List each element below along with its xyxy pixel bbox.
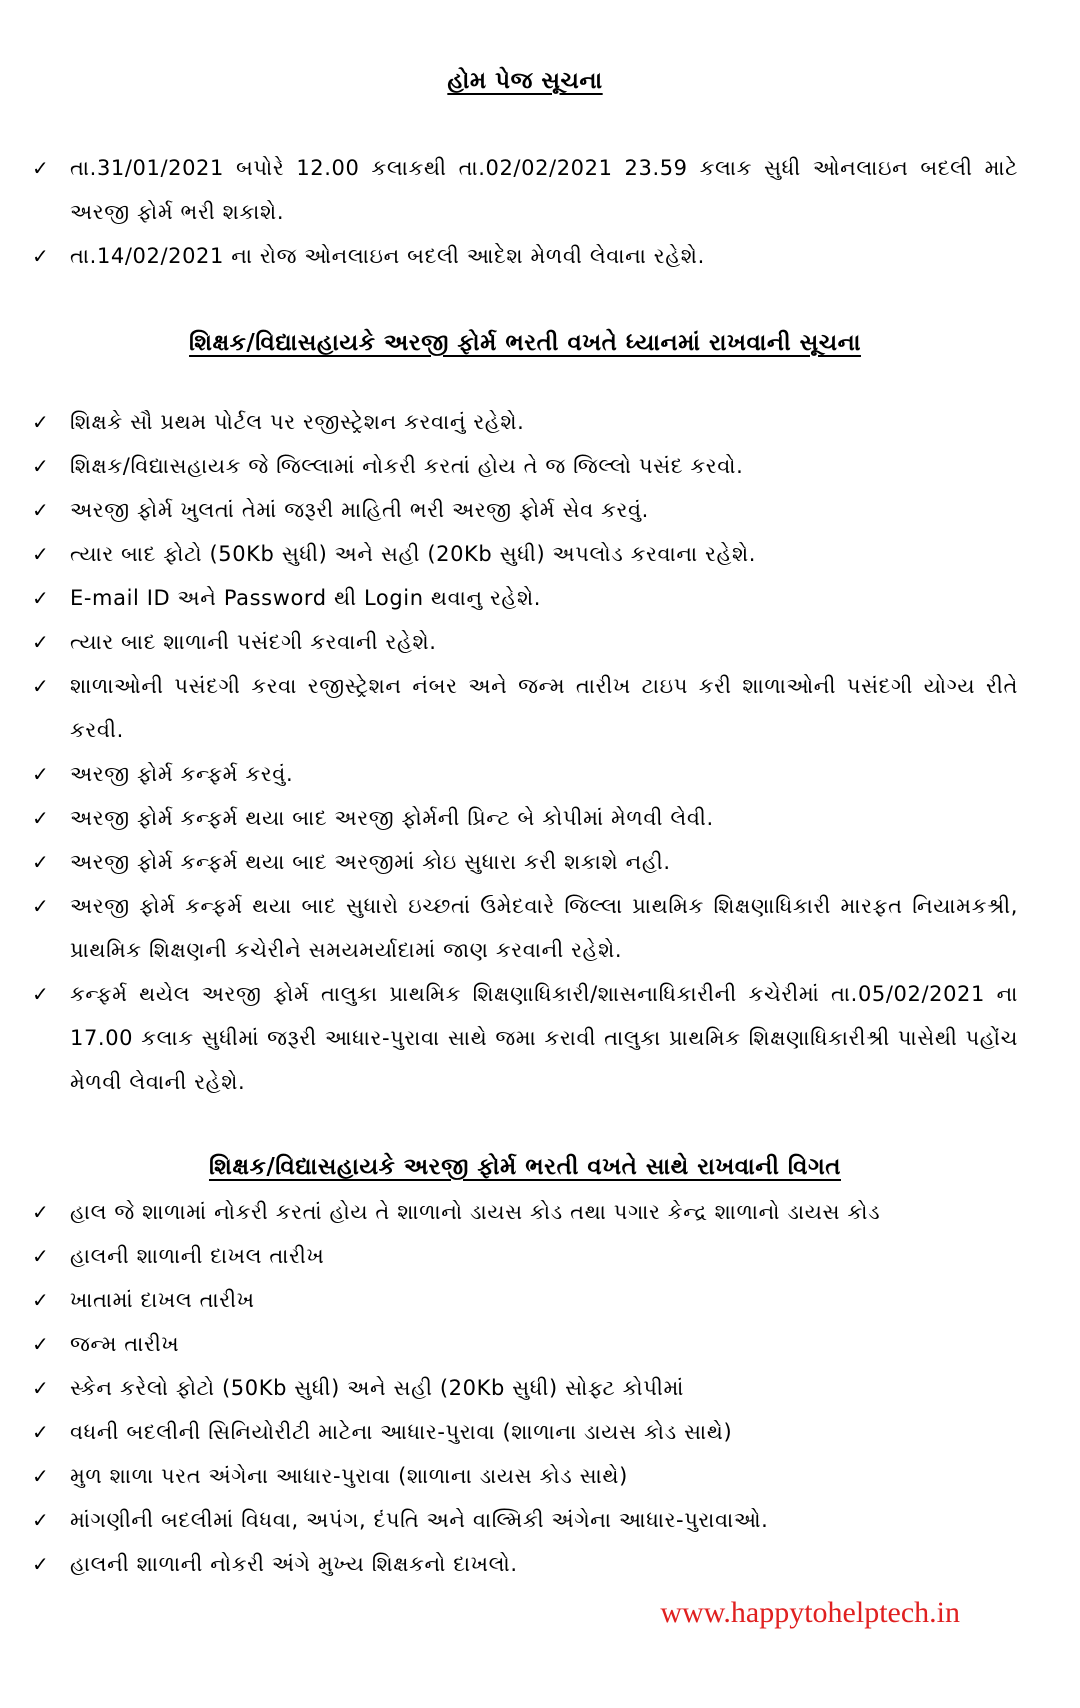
list-item <box>32 1190 1018 1234</box>
list-item <box>32 620 1018 664</box>
checkmark-icon: ✓ <box>32 1464 50 1488</box>
section-heading-documents-to-keep: શિક્ષક/વિદ્યાસહાયકે અરજી ફોર્મ ભરતી વખતે સાથે રાખવાની વિગત <box>208 1154 841 1180</box>
list-item <box>32 234 1018 278</box>
checkmark-icon: ✓ <box>32 156 50 180</box>
documents-to-keep-list <box>32 1190 1018 1586</box>
list-item <box>32 1278 1018 1322</box>
list-item-text: જન્મ તારીખ <box>70 1332 180 1356</box>
checkmark-icon: ✓ <box>32 982 50 1006</box>
list-item-text: અરજી ફોર્મ કન્ફર્મ કરવું. <box>70 762 294 786</box>
list-item-text: શિક્ષક/વિદ્યાસહાયક જે જિલ્લામાં નોકરી કરતાં હોય તે જ જિલ્લો પસંદ કરવો. <box>70 454 744 478</box>
list-item <box>32 532 1018 576</box>
list-item <box>32 444 1018 488</box>
section-heading-form-filling-instructions: શિક્ષક/વિદ્યાસહાયકે અરજી ફોર્મ ભરતી વખતે ધ્યાનમાં રાખવાની સૂચના <box>189 330 861 356</box>
list-item-text: અરજી ફોર્મ કન્ફર્મ થયા બાદ સુધારો ઇચ્છતાં ઉમેદવારે જિલ્લા પ્રાથમિક શિક્ષણાધિકારી મારફત નિયામકશ્રી, પ્રાથમિક શિક્ષણની કચેરીને સમયમર્યાદામાં જાણ કરવાની રહેશે. <box>70 894 1018 962</box>
list-item-text: કન્ફર્મ થયેલ અરજી ફોર્મ તાલુકા પ્રાથમિક શિક્ષણાધિકારી/શાસનાધિકારીની કચેરીમાં તા.05/02/2021 ના 17.00 કલાક સુધીમાં જરૂરી આધાર-પુરાવા સાથે જમા કરાવી તાલુકા પ્રાથમિક શિક્ષણાધિકારીશ્રી પાસેથી પહોંચ મેળવી લેવાની રહેશે. <box>70 982 1018 1094</box>
checkmark-icon: ✓ <box>32 454 50 478</box>
checkmark-icon: ✓ <box>32 1420 50 1444</box>
list-item <box>32 1542 1018 1586</box>
list-item <box>32 796 1018 840</box>
checkmark-icon: ✓ <box>32 542 50 566</box>
list-item-text: ખાતામાં દાખલ તારીખ <box>70 1288 255 1312</box>
checkmark-icon: ✓ <box>32 806 50 830</box>
checkmark-icon: ✓ <box>32 894 50 918</box>
checkmark-icon: ✓ <box>32 850 50 874</box>
list-item-text: સ્કેન કરેલો ફોટો (50Kb સુધી) અને સહી (20Kb સુધી) સોફ્ટ કોપીમાં <box>70 1376 685 1400</box>
home-page-notice-list <box>32 146 1018 278</box>
list-item <box>32 400 1018 444</box>
list-item-text: શાળાઓની પસંદગી કરવા રજીસ્ટ્રેશન નંબર અને જન્મ તારીખ ટાઇપ કરી શાળાઓની પસંદગી યોગ્ય રીતે કરવી. <box>70 674 1018 742</box>
list-item <box>32 576 1018 620</box>
website-url: www.happytohelptech.in <box>660 1596 960 1629</box>
list-item <box>32 752 1018 796</box>
form-filling-instructions-list <box>32 400 1018 1104</box>
list-item <box>32 1366 1018 1410</box>
checkmark-icon: ✓ <box>32 1508 50 1532</box>
checkmark-icon: ✓ <box>32 498 50 522</box>
list-item <box>32 1498 1018 1542</box>
list-item-text: અરજી ફોર્મ કન્ફર્મ થયા બાદ અરજીમાં કોઇ સુધારા કરી શકાશે નહી. <box>70 850 671 874</box>
checkmark-icon: ✓ <box>32 1552 50 1576</box>
checkmark-icon: ✓ <box>32 244 50 268</box>
checkmark-icon: ✓ <box>32 410 50 434</box>
checkmark-icon: ✓ <box>32 586 50 610</box>
list-item-text: માંગણીની બદલીમાં વિધવા, અપંગ, દંપતિ અને વાલ્મિકી અંગેના આધાર-પુરાવાઓ. <box>70 1508 769 1532</box>
list-item-text: હાલ જે શાળામાં નોકરી કરતાં હોય તે શાળાનો ડાયસ કોડ તથા પગાર કેન્દ્ર શાળાનો ડાયસ કોડ <box>70 1200 881 1224</box>
list-item <box>32 972 1018 1104</box>
list-item-text: હાલની શાળાની દાખલ તારીખ <box>70 1244 325 1268</box>
checkmark-icon: ✓ <box>32 1288 50 1312</box>
list-item <box>32 664 1018 752</box>
list-item <box>32 1234 1018 1278</box>
list-item <box>32 1454 1018 1498</box>
checkmark-icon: ✓ <box>32 1376 50 1400</box>
checkmark-icon: ✓ <box>32 674 50 698</box>
list-item-text: અરજી ફોર્મ કન્ફર્મ થયા બાદ અરજી ફોર્મની પ્રિન્ટ બે કોપીમાં મેળવી લેવી. <box>70 806 714 830</box>
checkmark-icon: ✓ <box>32 762 50 786</box>
section-heading-home-page-notice: હોમ પેજ સૂચના <box>447 68 603 94</box>
checkmark-icon: ✓ <box>32 1200 50 1224</box>
checkmark-icon: ✓ <box>32 1244 50 1268</box>
checkmark-icon: ✓ <box>32 1332 50 1356</box>
checkmark-icon: ✓ <box>32 630 50 654</box>
list-item <box>32 146 1018 234</box>
list-item-text: શિક્ષકે સૌ પ્રથમ પોર્ટલ પર રજીસ્ટ્રેશન કરવાનું રહેશે. <box>70 410 525 434</box>
list-item-text: તા.31/01/2021 બપોરે 12.00 કલાકથી તા.02/02/2021 23.59 કલાક સુધી ઓનલાઇન બદલી માટે અરજી ફોર્મ ભરી શકાશે. <box>70 156 1018 224</box>
list-item-text: વધની બદલીની સિનિયોરીટી માટેના આધાર-પુરાવા (શાળાના ડાયસ કોડ સાથે) <box>70 1420 733 1444</box>
list-item-text: ત્યાર બાદ ફોટો (50Kb સુધી) અને સહી (20Kb સુધી) અપલોડ કરવાના રહેશે. <box>70 542 757 566</box>
list-item-text: તા.14/02/2021 ના રોજ ઓનલાઇન બદલી આદેશ મેળવી લેવાના રહેશે. <box>70 244 705 268</box>
list-item-text: E-mail ID અને Password થી Login થવાનુ રહેશે. <box>70 586 542 610</box>
list-item <box>32 1322 1018 1366</box>
list-item <box>32 840 1018 884</box>
list-item-text: અરજી ફોર્મ ખુલતાં તેમાં જરૂરી માહિતી ભરી અરજી ફોર્મ સેવ કરવું. <box>70 498 649 522</box>
list-item <box>32 884 1018 972</box>
list-item-text: મુળ શાળા પરત અંગેના આધાર-પુરાવા (શાળાના ડાયસ કોડ સાથે) <box>70 1464 628 1488</box>
list-item <box>32 1410 1018 1454</box>
list-item-text: હાલની શાળાની નોકરી અંગે મુખ્ય શિક્ષકનો દાખલો. <box>70 1552 518 1576</box>
list-item <box>32 488 1018 532</box>
list-item-text: ત્યાર બાદ શાળાની પસંદગી કરવાની રહેશે. <box>70 630 437 654</box>
